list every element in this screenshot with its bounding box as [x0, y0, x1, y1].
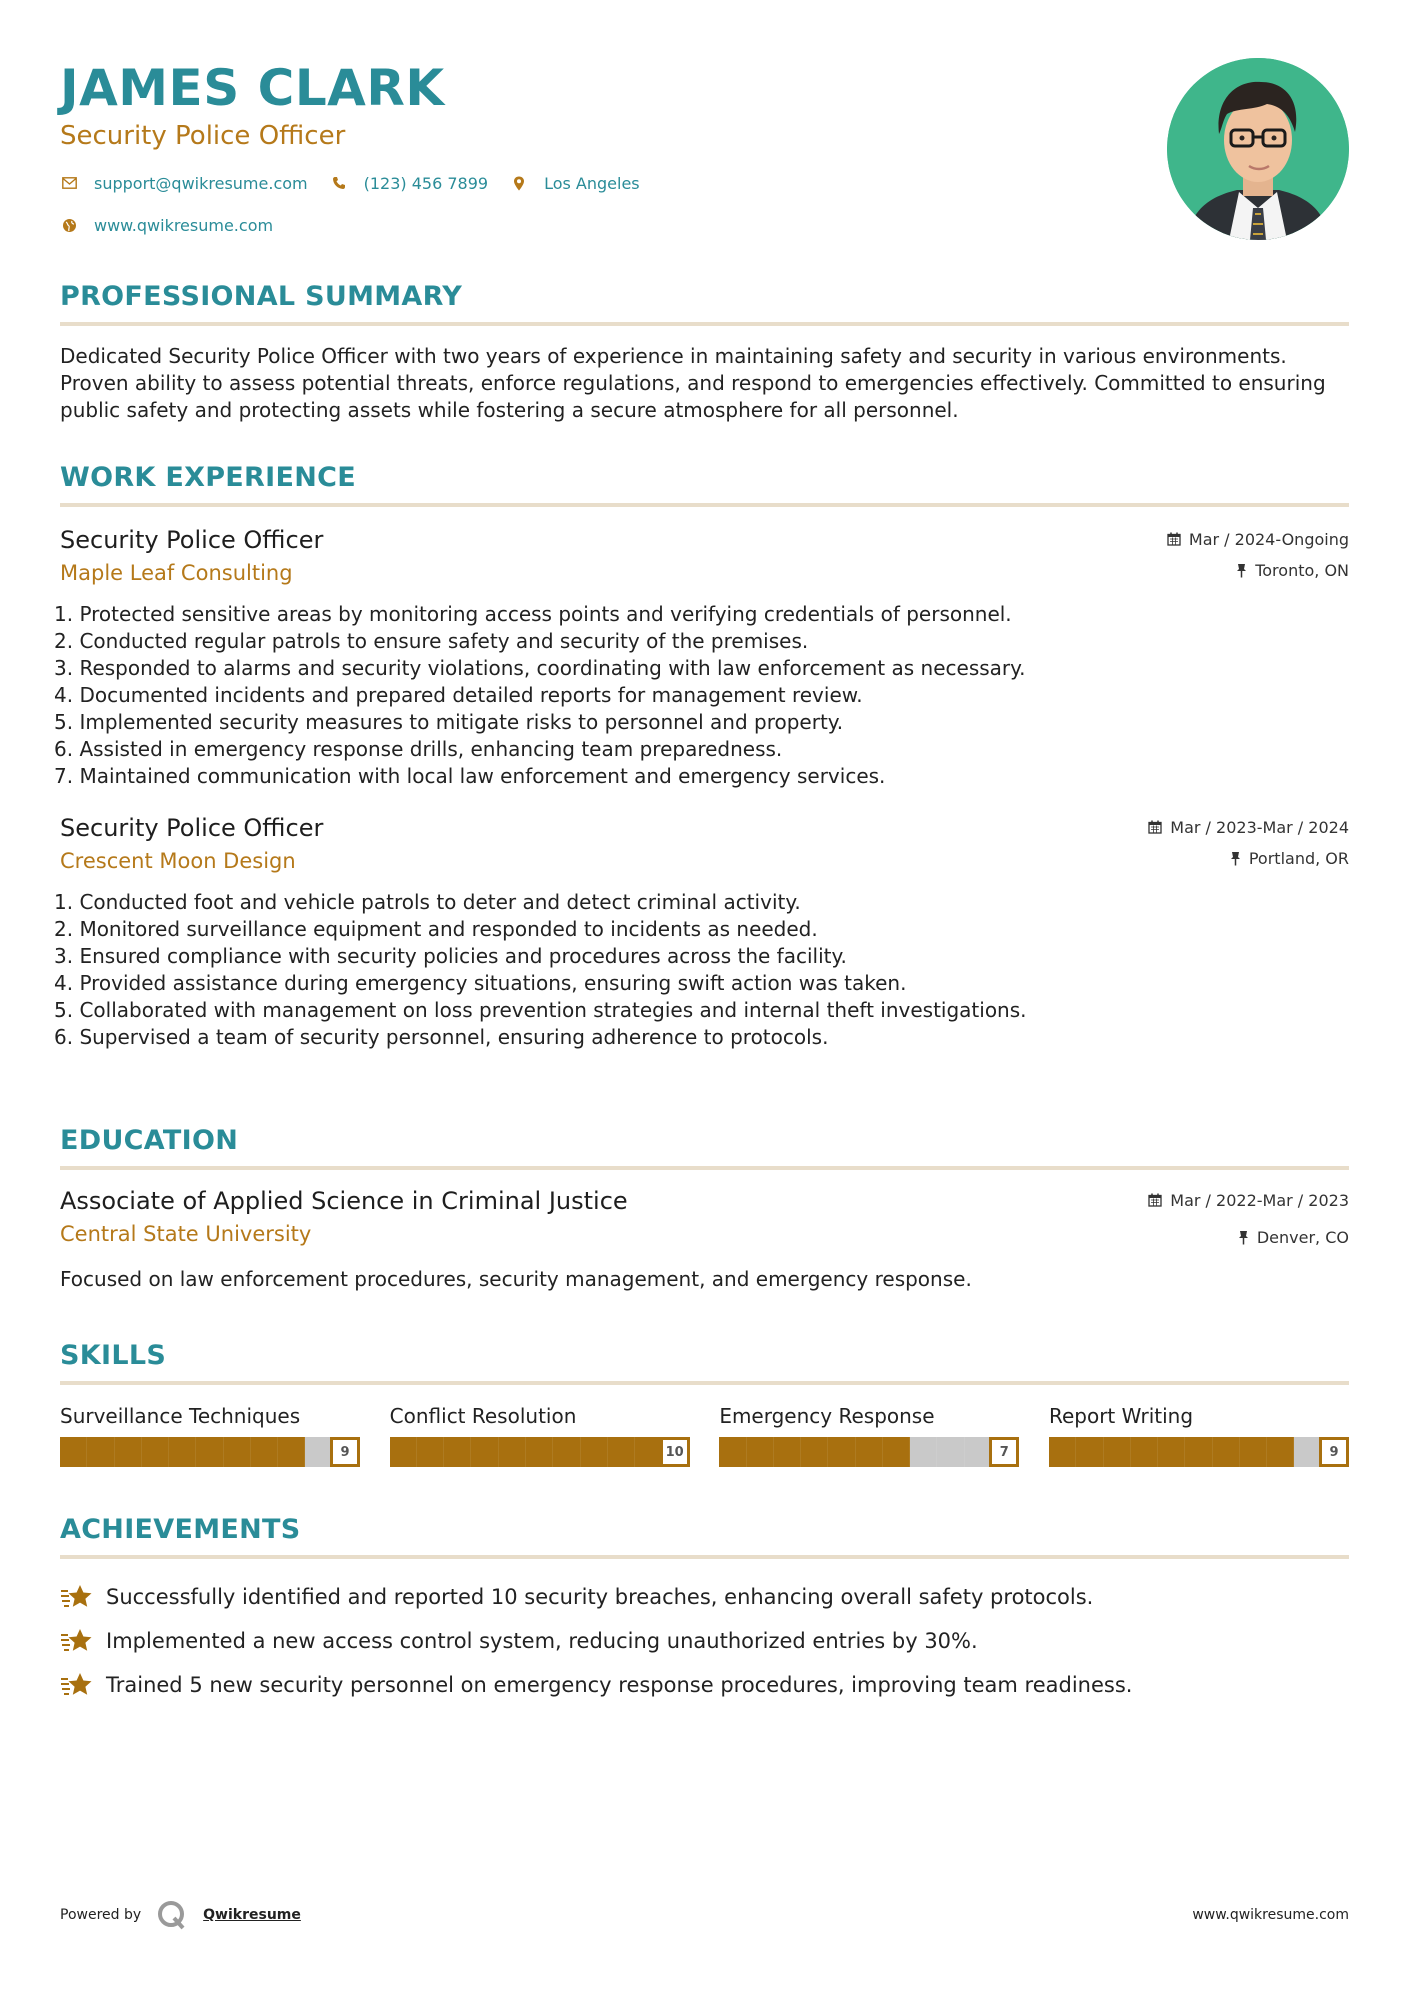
job-dates-text: Mar / 2024-Ongoing [1188, 529, 1349, 549]
pushpin-icon [1230, 851, 1241, 866]
envelope-icon [60, 174, 78, 192]
list-item: 4. Documented incidents and prepared detailed reports for management review. [54, 683, 863, 707]
skill-segment [417, 1437, 444, 1467]
summary-heading: PROFESSIONAL SUMMARY [60, 281, 463, 312]
phone-text: (123) 456 7899 [363, 173, 489, 193]
job-role: Security Police Officer [60, 814, 324, 842]
skill-segment [444, 1437, 471, 1467]
section-divider [60, 1381, 1349, 1385]
skill-segment [1240, 1437, 1267, 1467]
skill-level-badge: 7 [989, 1437, 1019, 1467]
powered-by-label: Powered by [60, 1907, 142, 1923]
calendar-icon [1148, 820, 1162, 834]
list-item: 2. Conducted regular patrols to ensure safety and security of the premises. [54, 629, 809, 653]
job-company: Crescent Moon Design [60, 849, 296, 873]
job-location-text: Portland, OR [1248, 848, 1349, 868]
skill-segment [608, 1437, 635, 1467]
candidate-title: Security Police Officer [60, 121, 346, 151]
skill-item [390, 1403, 690, 1467]
job-bullets [54, 889, 1349, 1051]
achievements-list [60, 1575, 1349, 1707]
skill-segment [965, 1437, 992, 1467]
skill-name: Conflict Resolution [389, 1404, 577, 1428]
skill-name: Emergency Response [719, 1404, 935, 1428]
education-section [60, 1124, 1349, 1293]
skill-segment [774, 1437, 801, 1467]
education-description: Focused on law enforcement procedures, security management, and emergency response. [60, 1267, 972, 1291]
skill-rating-bar [1049, 1437, 1349, 1467]
contact-info [60, 172, 1060, 236]
degree-name: Associate of Applied Science in Criminal Justice [60, 1187, 628, 1215]
pushpin-icon [1236, 563, 1247, 578]
job-entry-2 [54, 813, 1349, 1051]
skill-segment [937, 1437, 964, 1467]
achievement-text: Trained 5 new security personnel on emergency response procedures, improving team readiness. [106, 1673, 1133, 1697]
list-item: 1. Protected sensitive areas by monitoring access points and verifying credentials of personnel. [54, 602, 1012, 626]
star-icon [60, 1582, 94, 1612]
section-divider [60, 1166, 1349, 1170]
job-location-text: Toronto, ON [1255, 560, 1349, 580]
skill-segment [1213, 1437, 1240, 1467]
list-item: 7. Maintained communication with local law enforcement and emergency services. [54, 764, 886, 788]
skill-segment [1049, 1437, 1076, 1467]
skill-name: Surveillance Techniques [60, 1404, 301, 1428]
skill-segment [1267, 1437, 1294, 1467]
experience-heading: WORK EXPERIENCE [60, 462, 356, 493]
experience-section [54, 461, 1349, 1051]
list-item [60, 1575, 1349, 1619]
section-divider [60, 322, 1349, 326]
list-item [60, 1663, 1349, 1707]
pushpin-icon [1238, 1230, 1249, 1245]
education-header [60, 1186, 1349, 1258]
contact-row-2 [60, 214, 1060, 236]
skill-segment [526, 1437, 553, 1467]
contact-website[interactable] [60, 216, 273, 235]
skill-segment [60, 1437, 87, 1467]
job-company: Maple Leaf Consulting [60, 561, 293, 585]
location-text: Los Angeles [544, 173, 640, 193]
candidate-name: JAMES CLARK [60, 59, 445, 117]
job-dates [1167, 529, 1349, 549]
website-text: www.qwikresume.com [94, 215, 274, 235]
phone-icon [330, 174, 348, 192]
skill-segment [1185, 1437, 1212, 1467]
job-location [1167, 560, 1349, 580]
summary-section [60, 280, 1349, 424]
job-location [1148, 848, 1349, 868]
skills-section [60, 1339, 1349, 1467]
skill-level-badge: 9 [330, 1437, 360, 1467]
skill-segment [856, 1437, 883, 1467]
skill-segment [278, 1437, 305, 1467]
skill-segment [224, 1437, 251, 1467]
map-pin-icon [510, 174, 528, 192]
skill-segment [251, 1437, 278, 1467]
skill-segment [581, 1437, 608, 1467]
list-item: 6. Assisted in emergency response drills, enhancing team preparedness. [54, 737, 783, 761]
skills-heading: SKILLS [60, 1340, 167, 1371]
contact-location [510, 174, 640, 193]
resume-header [60, 58, 1060, 256]
list-item: 3. Ensured compliance with security policies and procedures across the facility. [54, 944, 847, 968]
skill-segment [553, 1437, 580, 1467]
skill-segment [719, 1437, 746, 1467]
brand-link[interactable]: Qwikresume [203, 1907, 301, 1923]
skill-segment [115, 1437, 142, 1467]
skill-segment [635, 1437, 662, 1467]
list-item: 2. Monitored surveillance equipment and responded to incidents as needed. [54, 917, 818, 941]
education-dates [1148, 1190, 1349, 1210]
school-name: Central State University [60, 1222, 312, 1246]
skill-segment [142, 1437, 169, 1467]
skill-item [719, 1403, 1019, 1467]
globe-icon [60, 216, 78, 234]
section-divider [60, 503, 1349, 507]
skill-segment [910, 1437, 937, 1467]
contact-phone[interactable] [330, 174, 488, 193]
list-item: 6. Supervised a team of security personnel, ensuring adherence to protocols. [54, 1025, 829, 1049]
star-icon [60, 1670, 94, 1700]
summary-text: Dedicated Security Police Officer with two years of experience in maintaining safety and security in various environments. Proven ability to assess potential threats, enforce regulations, and respond to emergencies effectively. Committed to ensuring public safety and protecting assets while fostering a secure atmosphere for all personnel. [60, 344, 1326, 422]
job-entry-1 [54, 525, 1349, 790]
skill-segment [1294, 1437, 1321, 1467]
skill-segment [305, 1437, 332, 1467]
job-bullets [54, 601, 1349, 790]
skill-segment [471, 1437, 498, 1467]
section-divider [60, 1555, 1349, 1559]
contact-row-1 [60, 172, 1060, 194]
skills-grid [60, 1403, 1349, 1467]
profile-photo [1167, 58, 1349, 240]
education-location-text: Denver, CO [1256, 1227, 1349, 1247]
skill-segment [390, 1437, 417, 1467]
job-header [60, 525, 1349, 591]
education-heading: EDUCATION [60, 1125, 239, 1156]
skill-name: Report Writing [1048, 1404, 1194, 1428]
list-item: 5. Implemented security measures to mitigate risks to personnel and property. [54, 710, 844, 734]
skill-segment [87, 1437, 114, 1467]
qwikresume-logo-icon [155, 1898, 189, 1932]
list-item: 3. Responded to alarms and security violations, coordinating with law enforcement as necessary. [54, 656, 1026, 680]
skill-segment [883, 1437, 910, 1467]
education-meta [1148, 1186, 1349, 1258]
skill-level-badge: 10 [660, 1437, 690, 1467]
skill-item [60, 1403, 360, 1467]
skill-segment [1131, 1437, 1158, 1467]
education-entry [60, 1186, 1349, 1293]
skill-segment [747, 1437, 774, 1467]
education-location [1148, 1227, 1349, 1247]
calendar-icon [1167, 532, 1181, 546]
email-text: support@qwikresume.com [94, 173, 308, 193]
achievements-section [60, 1513, 1349, 1707]
page-footer [60, 1898, 1349, 1932]
job-dates-text: Mar / 2023-Mar / 2024 [1170, 817, 1349, 837]
skill-segment [828, 1437, 855, 1467]
job-role: Security Police Officer [60, 526, 324, 554]
job-meta [1148, 813, 1349, 879]
skill-segment [1104, 1437, 1131, 1467]
skill-rating-bar [390, 1437, 690, 1467]
job-header [60, 813, 1349, 879]
skill-rating-bar [719, 1437, 1019, 1467]
skill-segment [499, 1437, 526, 1467]
achievement-text: Implemented a new access control system, reducing unauthorized entries by 30%. [106, 1629, 978, 1653]
job-dates [1148, 817, 1349, 837]
list-item: 1. Conducted foot and vehicle patrols to deter and detect criminal activity. [54, 890, 801, 914]
list-item: 5. Collaborated with management on loss prevention strategies and internal theft investigations. [54, 998, 1027, 1022]
job-meta [1167, 525, 1349, 591]
list-item [60, 1619, 1349, 1663]
skill-segment [801, 1437, 828, 1467]
education-dates-text: Mar / 2022-Mar / 2023 [1170, 1190, 1349, 1210]
footer-url[interactable]: www.qwikresume.com [1192, 1907, 1349, 1923]
skill-level-badge: 9 [1319, 1437, 1349, 1467]
list-item: 4. Provided assistance during emergency situations, ensuring swift action was taken. [54, 971, 907, 995]
achievements-heading: ACHIEVEMENTS [60, 1514, 301, 1545]
powered-by [60, 1898, 301, 1932]
calendar-icon [1148, 1193, 1162, 1207]
skill-segment [1158, 1437, 1185, 1467]
skill-segment [169, 1437, 196, 1467]
skill-segment [1076, 1437, 1103, 1467]
star-icon [60, 1626, 94, 1656]
achievement-text: Successfully identified and reported 10 security breaches, enhancing overall safety protocols. [106, 1585, 1094, 1609]
contact-email[interactable] [60, 174, 308, 193]
skill-segment [196, 1437, 223, 1467]
skill-item [1049, 1403, 1349, 1467]
skill-rating-bar [60, 1437, 360, 1467]
